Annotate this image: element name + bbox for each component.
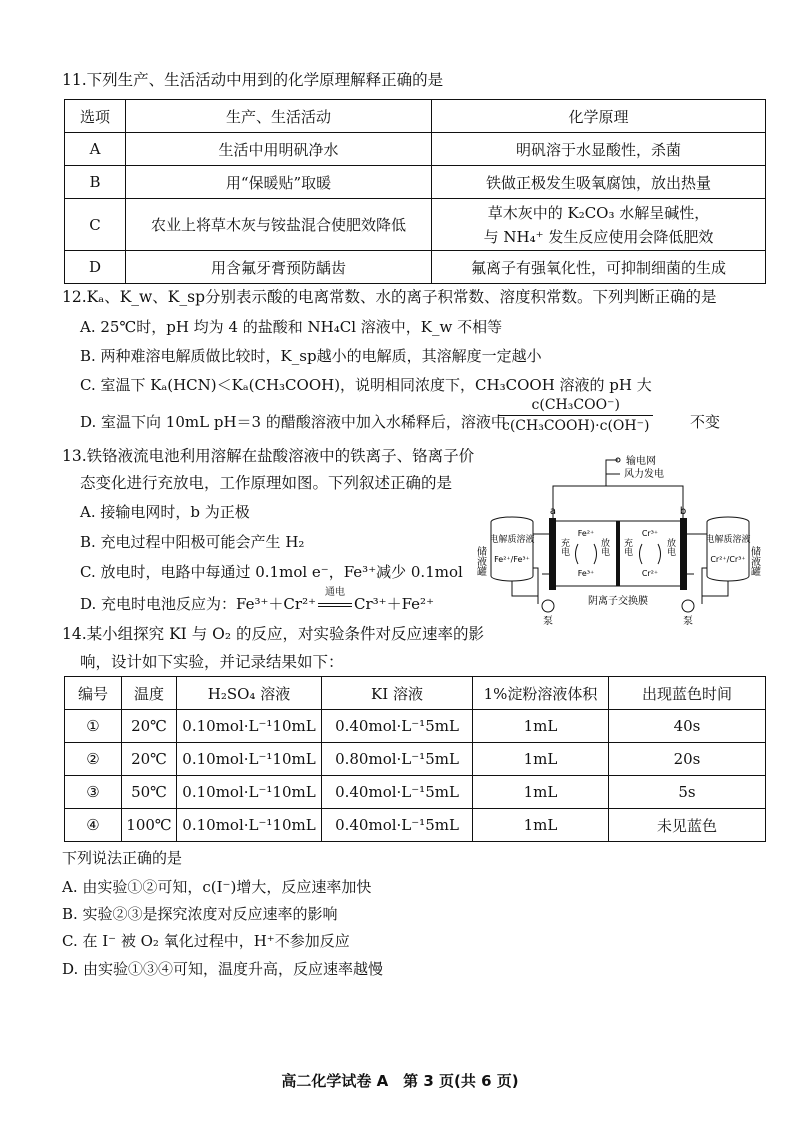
q14-starch: 1mL [473, 776, 609, 809]
q11-principle: 铁做正极发生吸氧腐蚀，放出热量 [432, 166, 766, 199]
q13-option-d-suffix: Cr³⁺＋Fe²⁺ [354, 595, 434, 613]
table-row [65, 743, 766, 776]
q14-header-time: 出现蓝色时间 [609, 677, 766, 710]
page-footer: 高二化学试卷 A 第 3 页(共 6 页) [281, 1072, 519, 1090]
q14-time: 20s [609, 743, 766, 776]
q12-fraction [498, 397, 653, 434]
left-charge-label: 充电 [559, 538, 569, 556]
q11-header-activity: 生产、生活活动 [126, 100, 432, 133]
q12-fraction-numerator: c(CH₃COO⁻) [498, 397, 653, 416]
right-pump-icon [682, 600, 694, 612]
generator-wire [606, 460, 620, 486]
q11-activity: 农业上将草木灰与铵盐混合使肥效降低 [126, 199, 432, 251]
q14-option-c: C. 在 I⁻ 被 O₂ 氧化过程中，H⁺不参加反应 [62, 932, 350, 950]
q14-stem-line1: 14.某小组探究 KI 与 O₂ 的反应，对实验条件对反应速率的影 [62, 625, 484, 643]
q11-principle: 明矾溶于水显酸性，杀菌 [432, 133, 766, 166]
left-discharge-label: 放电 [599, 538, 609, 556]
bottom-pipe-right [702, 581, 728, 596]
q14-option-b: B. 实验②③是探究浓度对反应速率的影响 [62, 905, 338, 923]
battery-diagram [474, 446, 768, 630]
q14-ki: 0.40mol·L⁻¹5mL [322, 809, 473, 842]
q14-starch: 1mL [473, 743, 609, 776]
circuit-wire [553, 486, 683, 521]
left-pipe [533, 534, 549, 604]
q11-principle-line2: 与 NH₄⁺ 发生反应使用会降低肥效 [483, 227, 714, 246]
q13-option-d-prefix: D. 充电时电池反应为：Fe³⁺＋Cr²⁺ [80, 595, 317, 613]
q14-header-row [65, 677, 766, 710]
q12-option-a: A. 25℃时，pH 均为 4 的盐酸和 NH₄Cl 溶液中，K_w 不相等 [80, 318, 503, 336]
right-tank-label: 储液罐 [748, 546, 760, 576]
q11-principle-cell [432, 199, 766, 251]
q14-number: ① [65, 710, 122, 743]
q13-stem-line1: 13.铁铬液流电池利用溶解在盐酸溶液中的铁离子、铬离子价 [62, 447, 475, 465]
q11-principle: 氟离子有强氧化性，可抑制细菌的生成 [432, 251, 766, 284]
electrode-b [680, 518, 687, 590]
q13-stem-line2: 态变化进行充放电，工作原理如图。下列叙述正确的是 [80, 474, 453, 492]
q11-header-option: 选项 [65, 100, 126, 133]
grid-label: 输电网 [626, 456, 656, 467]
membrane-label: 阴离子交换膜 [588, 596, 648, 607]
right-discharge-label: 放电 [665, 538, 675, 556]
electrode-a-label: a [549, 506, 557, 517]
right-tank-body [707, 522, 749, 581]
left-top-ion: Fe²⁺ [577, 529, 595, 538]
q11-stem: 11.下列生产、生活活动中用到的化学原理解释正确的是 [62, 71, 444, 89]
table-row [65, 251, 766, 284]
q14-header-starch: 1%淀粉溶液体积 [473, 677, 609, 710]
q14-stem-line2: 响，设计如下实验，并记录结果如下： [80, 653, 344, 671]
q14-number: ② [65, 743, 122, 776]
q14-option-a: A. 由实验①②可知，c(I⁻)增大，反应速率加快 [62, 878, 372, 896]
membrane [616, 521, 620, 586]
q12-option-c: C. 室温下 Kₐ(HCN)＜Kₐ(CH₃COOH)，说明相同浓度下，CH₃COOH 溶液的 pH 大 [80, 376, 652, 394]
left-tank-electrolyte: 电解质溶液 [489, 535, 535, 545]
left-tank-ions: Fe²⁺/Fe³⁺ [494, 555, 530, 564]
wind-label: 风力发电 [624, 469, 664, 480]
q13-option-c: C. 放电时，电路中每通过 0.1mol e⁻，Fe³⁺减少 0.1mol [80, 563, 463, 581]
right-bottom-ion: Cr²⁺ [641, 569, 659, 578]
q11-option: C [65, 199, 126, 251]
electrode-b-label: b [679, 506, 687, 517]
q14-header-h2so4: H₂SO₄ 溶液 [177, 677, 322, 710]
q14-number: ④ [65, 809, 122, 842]
q13-option-a: A. 接输电网时，b 为正极 [80, 503, 250, 521]
q14-temp: 20℃ [122, 710, 177, 743]
q13-option-d [80, 587, 434, 614]
q14-temp: 100℃ [122, 809, 177, 842]
right-pipe [687, 534, 707, 604]
q14-ki: 0.40mol·L⁻¹5mL [322, 710, 473, 743]
q14-starch: 1mL [473, 809, 609, 842]
table-row [65, 809, 766, 842]
right-tank-electrolyte: 电解质溶液 [705, 535, 751, 545]
q14-header-temp: 温度 [122, 677, 177, 710]
q11-table [64, 99, 766, 284]
q14-option-d: D. 由实验①③④可知，温度升高，反应速率越慢 [62, 960, 384, 978]
q11-option: B [65, 166, 126, 199]
q14-time: 40s [609, 710, 766, 743]
q14-time: 5s [609, 776, 766, 809]
table-row [65, 166, 766, 199]
q14-temp: 20℃ [122, 743, 177, 776]
q11-option: A [65, 133, 126, 166]
q14-header-ki: KI 溶液 [322, 677, 473, 710]
q11-activity: 用“保暖贴”取暖 [126, 166, 432, 199]
left-pump-label: 泵 [543, 616, 553, 627]
right-pump-label: 泵 [683, 616, 693, 627]
q14-table [64, 676, 766, 842]
q14-h2so4: 0.10mol·L⁻¹10mL [177, 743, 322, 776]
right-charge-label: 充电 [622, 538, 632, 556]
q12-stem: 12.Kₐ、K_w、K_sp分别表示酸的电离常数、水的离子积常数、溶度积常数。下列判断正确的是 [62, 288, 717, 306]
left-tank-label: 储液罐 [474, 546, 486, 576]
table-row [65, 133, 766, 166]
q13-arrow-condition: 通电 [325, 587, 346, 598]
q11-activity: 生活中用明矾净水 [126, 133, 432, 166]
left-tank-body [491, 522, 533, 581]
q11-principle-line1: 草木灰中的 K₂CO₃ 水解呈碱性， [487, 203, 710, 222]
q14-number: ③ [65, 776, 122, 809]
q14-h2so4: 0.10mol·L⁻¹10mL [177, 710, 322, 743]
q11-header-principle: 化学原理 [432, 100, 766, 133]
q14-h2so4: 0.10mol·L⁻¹10mL [177, 809, 322, 842]
q14-h2so4: 0.10mol·L⁻¹10mL [177, 776, 322, 809]
q13-option-b: B. 充电过程中阳极可能会产生 H₂ [80, 533, 305, 551]
q12-option-b: B. 两种难溶电解质做比较时，K_sp越小的电解质，其溶解度一定越小 [80, 347, 542, 365]
q12-option-d-suffix: 不变 [690, 413, 721, 431]
q13-equals-sign [318, 603, 352, 607]
q14-temp: 50℃ [122, 776, 177, 809]
right-tank-ions: Cr²⁺/Cr³⁺ [710, 555, 746, 564]
q14-ki: 0.80mol·L⁻¹5mL [322, 743, 473, 776]
left-bottom-ion: Fe³⁺ [577, 569, 595, 578]
q14-starch: 1mL [473, 710, 609, 743]
q12-option-d-prefix: D. 室温下向 10mL pH＝3 的醋酸溶液中加入水稀释后，溶液中 [80, 413, 506, 431]
q14-header-number: 编号 [65, 677, 122, 710]
table-row [65, 710, 766, 743]
q14-time: 未见蓝色 [609, 809, 766, 842]
q11-activity: 用含氟牙膏预防龋齿 [126, 251, 432, 284]
left-pump-icon [542, 600, 554, 612]
q12-fraction-denominator: c(CH₃COOH)·c(OH⁻) [502, 418, 650, 434]
q14-prompt: 下列说法正确的是 [62, 849, 183, 867]
table-row [65, 199, 766, 251]
q14-ki: 0.40mol·L⁻¹5mL [322, 776, 473, 809]
table-row [65, 776, 766, 809]
q11-header-row [65, 100, 766, 133]
q13-reaction-arrow [316, 587, 354, 614]
q11-option: D [65, 251, 126, 284]
bottom-pipe-left [512, 581, 538, 596]
electrode-a [549, 518, 556, 590]
right-top-ion: Cr³⁺ [641, 529, 659, 538]
